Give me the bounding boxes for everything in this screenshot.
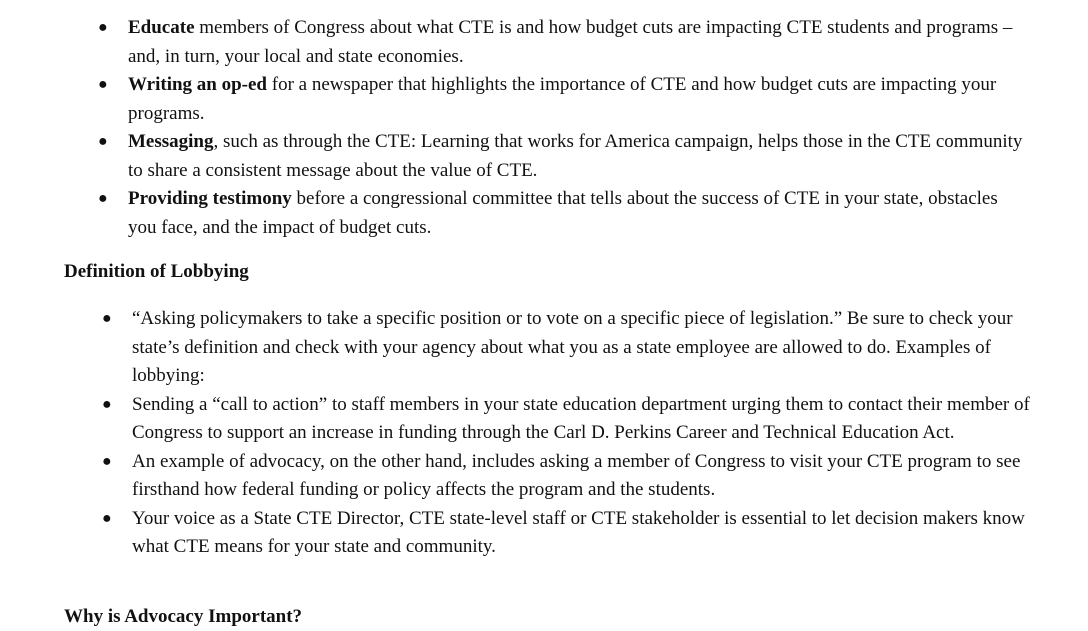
list-item — [98, 71, 1028, 128]
list-item — [102, 391, 1032, 448]
item-bold-lead: Educate — [128, 17, 195, 38]
bullet-icon: ● — [102, 452, 112, 470]
list-item — [98, 128, 1028, 185]
item-bold-lead: Writing an op-ed — [128, 74, 268, 95]
item-text: Your voice as a State CTE Director, CTE state-level staff or CTE stakeholder is essential to let decision makers know what CTE means for your state and community. — [132, 507, 1025, 557]
item-text: for a newspaper that highlights the importance of CTE and how budget cuts are impacting your programs. — [128, 74, 997, 124]
list-item — [98, 14, 1028, 71]
item-bold-lead: Providing testimony — [128, 188, 292, 209]
bullet-icon: ● — [102, 509, 112, 527]
list-item — [98, 185, 1028, 242]
list-item — [102, 448, 1032, 505]
bullet-icon: ● — [98, 19, 108, 36]
item-bold-lead: Messaging — [128, 131, 214, 152]
bullet-icon: ● — [98, 190, 108, 207]
item-text: members of Congress about what CTE is and how budget cuts are impacting CTE students and programs – and, in turn, your local and state economies. — [128, 17, 1013, 67]
why-advocacy-heading: Why is Advocacy Important? — [64, 606, 303, 627]
item-text: “Asking policymakers to take a specific position or to vote on a specific piece of legislation.” Be sure to check your state’s definition and check with your agency about what you as a state employee are allowed to do. Examples of lobbying: — [132, 308, 1013, 386]
lobbying-heading: Definition of Lobbying — [64, 261, 249, 282]
item-text: , such as through the CTE: Learning that works for America campaign, helps those in the CTE community to share a consistent message about the value of CTE. — [128, 131, 1023, 181]
lobbying-list — [102, 305, 1032, 562]
list-item — [102, 505, 1032, 562]
list-item — [102, 305, 1032, 391]
bullet-icon: ● — [102, 310, 112, 327]
advocacy-examples-list — [98, 14, 1028, 242]
bullet-icon: ● — [98, 133, 108, 150]
bullet-icon: ● — [102, 395, 112, 413]
item-text: Sending a “call to action” to staff members in your state education department urging them to contact their member of Congress to support an increase in funding through the Carl D. Perkins Career and Technical Education Act. — [132, 393, 1030, 443]
item-text: An example of advocacy, on the other hand, includes asking a member of Congress to visit your CTE program to see firsthand how federal funding or policy affects the program and the students. — [132, 450, 1021, 500]
bullet-icon: ● — [98, 76, 108, 93]
item-text: before a congressional committee that tells about the success of CTE in your state, obstacles you face, and the impact of budget cuts. — [128, 188, 998, 238]
